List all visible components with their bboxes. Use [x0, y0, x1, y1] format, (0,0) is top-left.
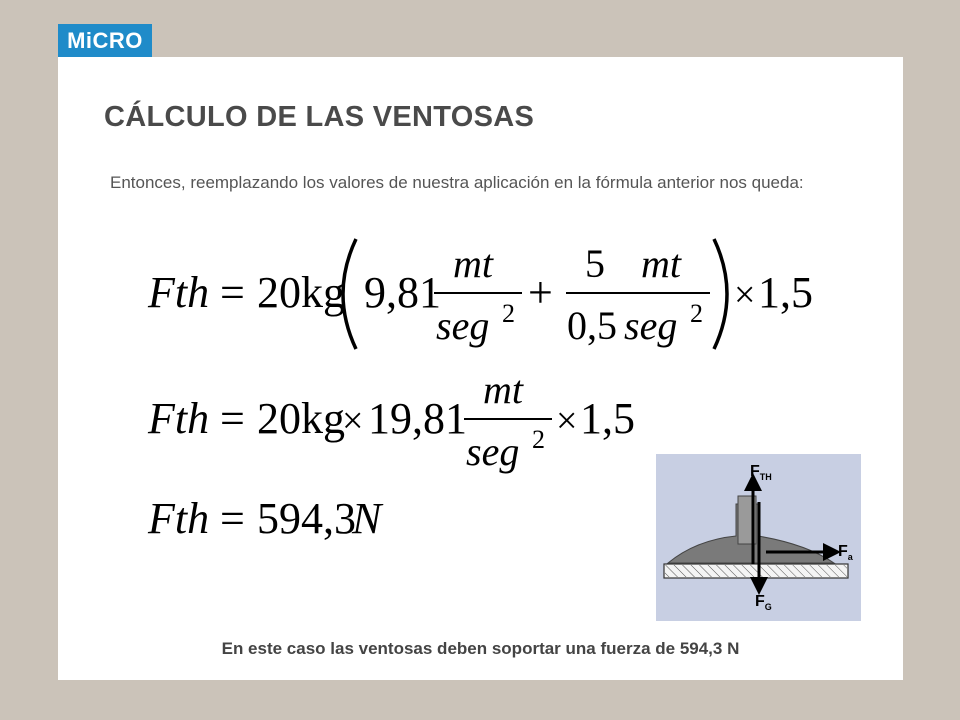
eq2-lhs: Fth [148, 394, 210, 443]
eq1-lhs: Fth [148, 268, 210, 317]
eq2-times-2: × [556, 400, 578, 442]
intro-text: Entonces, reemplazando los valores de nuestra aplicación en la fórmula anterior nos queda: [110, 173, 804, 192]
label-fth: $F_{TH}$ [750, 463, 772, 482]
eq3-equals: = [220, 494, 245, 543]
eq1-unit-numerator-2: mt [641, 241, 681, 286]
eq1-exponent-2: 2 [690, 299, 703, 328]
label-fg: $F_G$ [755, 593, 772, 612]
eq3-unit: N [352, 494, 382, 543]
eq1-mass: 20kg [257, 268, 345, 317]
eq2-unit-numerator: mt [483, 371, 523, 412]
eq1-unit-denominator-2: seg [624, 303, 678, 348]
eq1-plus: + [528, 268, 553, 317]
conclusion-text: En este caso las ventosas deben soportar una fuerza de 594,3 N [221, 639, 740, 658]
eq3-result: 594,3 [257, 494, 356, 543]
eq2-exponent: 2 [532, 425, 545, 454]
eq2-times-1: × [342, 400, 364, 442]
eq2-unit-denominator: seg [466, 429, 520, 474]
eq2-factor: 1,5 [580, 394, 635, 443]
eq2-value: 19,81 [368, 394, 467, 443]
eq1-factor: 1,5 [758, 268, 813, 317]
eq1-right-paren [714, 239, 727, 349]
eq3-lhs: Fth [148, 494, 210, 543]
eq1-gravity: 9,81 [364, 268, 441, 317]
equation-2 [144, 371, 644, 479]
eq1-unit-denominator: seg [436, 303, 490, 348]
micro-logo: MiCRO [58, 24, 152, 57]
eq1-exponent: 2 [502, 299, 515, 328]
eq1-unit-numerator: mt [453, 241, 493, 286]
eq1-fraction-denominator: 0,5 [567, 303, 617, 348]
equation-1 [144, 233, 824, 355]
eq1-times: × [734, 274, 756, 316]
label-fa: $F_a$ [838, 543, 853, 562]
eq1-equals: = [220, 268, 245, 317]
surface-hatch [665, 565, 847, 577]
eq2-mass: 20kg [257, 394, 345, 443]
slide-title: CÁLCULO DE LAS VENTOSAS [104, 101, 535, 133]
slide-content [58, 57, 903, 680]
eq2-equals: = [220, 394, 245, 443]
equation-3 [144, 489, 444, 549]
suction-cup-force-diagram [656, 454, 861, 621]
eq1-fraction-numerator: 5 [585, 241, 605, 286]
